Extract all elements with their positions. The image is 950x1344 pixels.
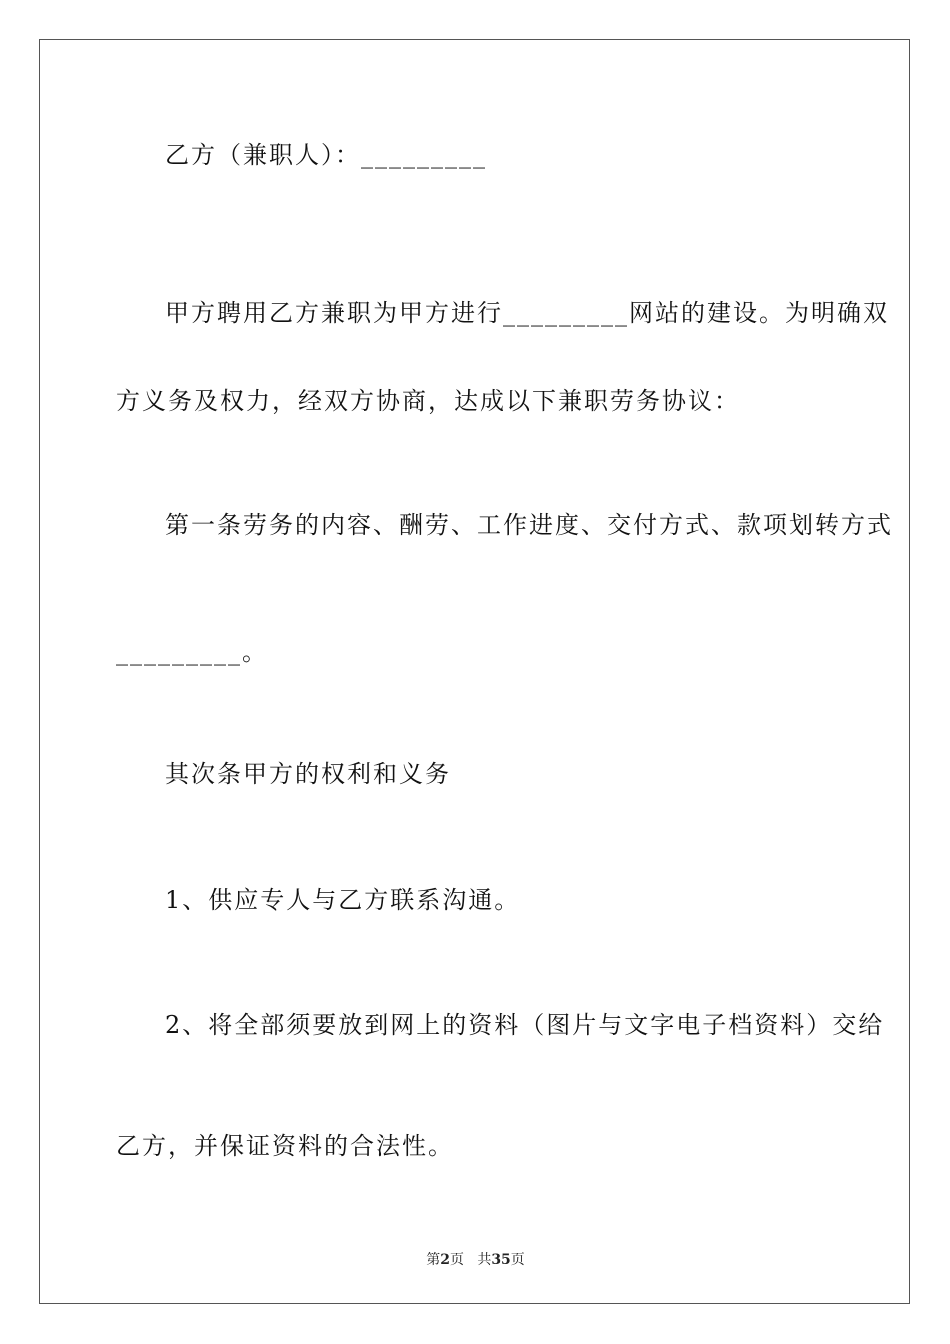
line-intro-2: 方义务及权力，经双方协商，达成以下兼职劳务协议：: [116, 387, 740, 415]
line-item-1: 1、供应专人与乙方联系沟通。: [165, 886, 521, 914]
page-prefix: 第: [426, 1252, 441, 1268]
page-unit: 页: [449, 1252, 464, 1268]
line-party-b: 乙方（兼职人）：_________: [165, 141, 487, 169]
total-unit: 页: [510, 1252, 525, 1268]
line-item-2-cont: 乙方，并保证资料的合法性。: [116, 1132, 454, 1160]
page-current: 2: [440, 1252, 450, 1268]
line-intro-1: 甲方聘用乙方兼职为甲方进行_________网站的建设。为明确双: [165, 299, 889, 327]
line-article-1-blank: _________。: [116, 638, 268, 666]
line-article-1: 第一条劳务的内容、酬劳、工作进度、交付方式、款项划转方式: [165, 511, 893, 539]
total-prefix: 共: [477, 1252, 492, 1268]
line-item-2: 2、将全部须要放到网上的资料（图片与文字电子档资料）交给: [165, 1011, 885, 1039]
line-article-2-heading: 其次条甲方的权利和义务: [165, 760, 451, 788]
document-page: [39, 39, 910, 1304]
page-footer: [40, 1249, 911, 1269]
page-total: 35: [491, 1252, 511, 1268]
